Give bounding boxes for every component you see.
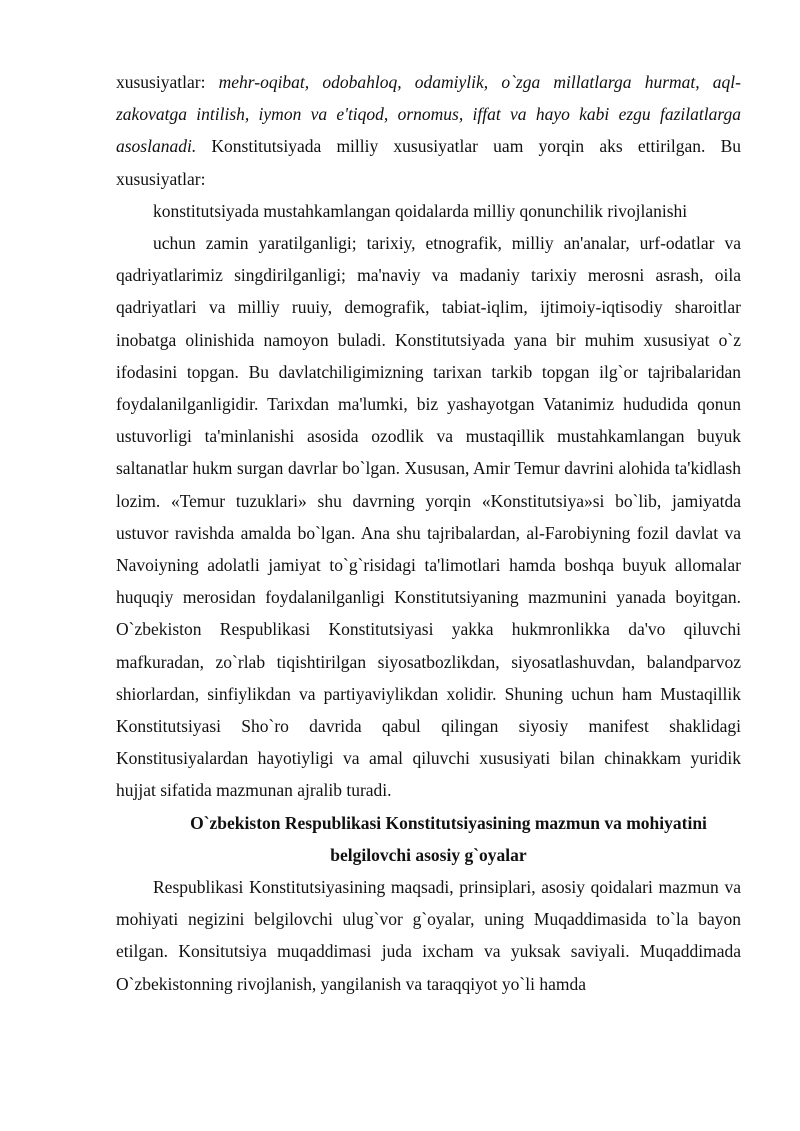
paragraph-1-italic: mehr-oqibat, odobahloq, odamiylik, o`zga millatlarga hurmat, aql-zakovatga intilish, iymon va e'tiqod, ornomus, iffat va hayo kabi ezgu fazilatlarga asoslanadi. [116,72,741,157]
section-heading-line-2: belgilovchi asosiy g`oyalar [330,844,527,865]
document-page [116,66,741,1000]
section-heading-line-1: O`zbekiston Respublikasi Konstitutsiyasining mazmun va mohiyatini [190,812,707,833]
paragraph-2: konstitutsiyada mustahkamlangan qoidalarda milliy qonunchilik rivojlanishi [153,200,688,221]
paragraph-1-lead: xususiyatlar: [116,72,219,92]
paragraph-3: uchun zamin yaratilganligi; tarixiy, etnografik, milliy an'analar, urf-odatlar va qadriyatlarimiz singdirilganligi; ma'naviy va madaniy tarixiy merosni asrash, oila qadriyatlari va milliy ruuiy, demografik, tabiat-iqlim, ijtimoiy-iqtisodiy sharoitlar inobatga olinishida namoyon buladi. Konstitutsiyada yana bir muhim xususiyat o`z ifodasini topgan. Bu davlatchiligimizning tarixan tarkib topgan ilg`or tajribalaridan foydalanilganligidir. Tarixdan ma'lumki, biz yashayotgan Vatanimiz hududida qonun ustuvorligi ta'minlanishi asosida ozodlik va mustaqillik mustahkamlangan buyuk saltanatlar hukm surgan davrlar bo`lgan. Xususan, Amir Temur davrini alohida ta'kidlash lozim. «Temur tuzuklari» shu davrning yorqin «Konstitutsiya»si bo`lib, jamiyatda ustuvor ravishda amalda bo`lgan. Ana shu tajribalardan, al-Farobiyning fozil davlat va Navoiyning adolatli jamiyat to`g`risidagi ta'limotlari hamda boshqa buyuk allomalar huquqiy merosidan foydalanilganligi Konstitutsiyaning mazmunini yanada boyitgan. O`zbekiston Respublikasi Konstitutsiyasi yakka hukmronlikka da'vo qiluvchi mafkuradan, zo`rlab tiqishtirilgan siyosatbozlikdan, siyosatlashuvdan, balandparvoz shiorlardan, sinfiylikdan va partiyaviylikdan xolidir. Shuning uchun ham Mustaqillik Konstitutsiyasi Sho`ro davrida qabul qilingan siyosiy manifest shaklidagi Konstitusiyalardan hayotiyligi va amal qiluvchi xususiyati bilan chinakkam yuridik hujjat sifatida mazmunan ajralib turadi. [116,233,741,801]
paragraph-1-tail: Konstitutsiyada milliy xususiyatlar uam yorqin aks ettirilgan. Bu xususiyatlar: [116,136,741,189]
paragraph-4: Respublikasi Konstitutsiyasining maqsadi, prinsiplari, asosiy qoidalari mazmun va mohiyati negizini belgilovchi ulug`vor g`oyalar, uning Muqaddimasida to`la bayon etilgan. Konsitutsiya muqaddimasi juda ixcham va yuksak saviyali. Muqaddimada O`zbekistonning rivojlanish, yangilanish va taraqqiyot yo`li hamda [116,877,741,994]
paragraph-1 [116,66,741,195]
